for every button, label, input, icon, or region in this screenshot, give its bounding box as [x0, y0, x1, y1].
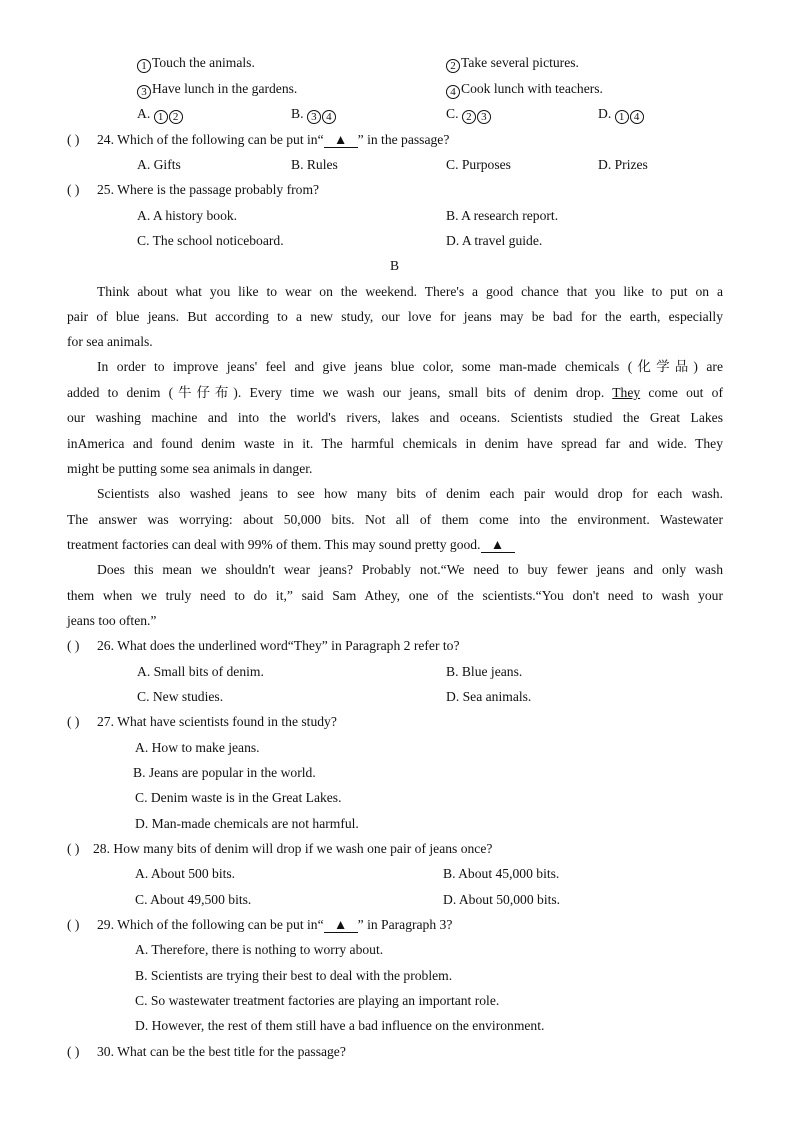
- q23-option-a: A. 1 2: [137, 105, 184, 124]
- passage-line: our washing machine and into the world's rivers, lakes and oceans. Scientists studied the Great Lakes: [67, 410, 723, 425]
- q23-statement-3: 3 Have lunch in the gardens.: [137, 80, 297, 99]
- q23-statement-2: 2 Take several pictures.: [446, 54, 579, 73]
- q28-option-c: C. About 49,500 bits.: [135, 892, 252, 907]
- passage-line: added to denim (牛仔布). Every time we wash our jeans, small bits of denim drop. They come out of: [67, 385, 724, 400]
- passage-line: In order to improve jeans' feel and give jeans blue color, some man-made chemicals (化学品) are: [97, 359, 723, 374]
- passage-line: treatment factories can deal with 99% of them. This may sound pretty good. ▲: [67, 536, 515, 554]
- q26-option-b: B. Blue jeans.: [446, 664, 523, 679]
- question-27: ( ) 27. What have scientists found in the study?: [67, 714, 337, 729]
- q23-statement-4: 4 Cook lunch with teachers.: [446, 80, 603, 99]
- section-heading: B: [390, 258, 400, 273]
- q23-option-d: D. 1 4: [598, 105, 645, 124]
- question-24: ( ) 24. Which of the following can be put in“ ▲ ” in the passage?: [67, 132, 450, 147]
- q27-option-c: C. Denim waste is in the Great Lakes.: [135, 790, 342, 805]
- q24-option-b: B. Rules: [291, 157, 338, 172]
- q26-option-a: A. Small bits of denim.: [137, 664, 264, 679]
- underlined-word-they: They: [612, 385, 641, 400]
- q25-option-b: B. A research report.: [446, 208, 559, 223]
- q24-option-a: A. Gifts: [137, 157, 181, 172]
- q25-option-c: C. The school noticeboard.: [137, 233, 284, 248]
- q26-option-d: D. Sea animals.: [446, 689, 532, 704]
- passage-line: for sea animals.: [67, 334, 153, 349]
- q29-option-d: D. However, the rest of them still have a bad influence on the environment.: [135, 1018, 545, 1033]
- question-25: ( ) 25. Where is the passage probably from?: [67, 182, 320, 197]
- q28-option-d: D. About 50,000 bits.: [443, 892, 561, 907]
- q28-option-b: B. About 45,000 bits.: [443, 866, 560, 881]
- q28-option-a: A. About 500 bits.: [135, 866, 236, 881]
- q29-option-c: C. So wastewater treatment factories are playing an important role.: [135, 993, 500, 1008]
- passage-line: might be putting some sea animals in danger.: [67, 461, 313, 476]
- q23-option-c: C. 2 3: [446, 105, 492, 124]
- q29-option-b: B. Scientists are trying their best to deal with the problem.: [135, 968, 453, 983]
- q27-option-d: D. Man-made chemicals are not harmful.: [135, 816, 359, 831]
- q27-option-a: A. How to make jeans.: [135, 740, 260, 755]
- passage-line: inAmerica and found denim waste in it. The harmful chemicals in denim have spread far and wide. They: [67, 436, 723, 451]
- q27-option-b: B. Jeans are popular in the world.: [133, 765, 316, 780]
- q26-option-c: C. New studies.: [137, 689, 224, 704]
- passage-line: Scientists also washed jeans to see how many bits of denim each pair would drop for each wash.: [97, 486, 723, 501]
- q23-option-b: B. 3 4: [291, 105, 337, 124]
- question-28: ( ) 28. How many bits of denim will drop if we wash one pair of jeans once?: [67, 841, 493, 856]
- q25-option-a: A. A history book.: [137, 208, 238, 223]
- q29-option-a: A. Therefore, there is nothing to worry about.: [135, 942, 384, 957]
- q24-option-d: D. Prizes: [598, 157, 648, 172]
- q23-statement-1: 1 Touch the animals.: [137, 54, 255, 73]
- question-29: ( ) 29. Which of the following can be put in“ ▲ ” in Paragraph 3?: [67, 917, 453, 932]
- blank-marker: ▲: [481, 538, 515, 553]
- passage-line: The answer was worrying: about 50,000 bits. Not all of them come into the environment. Wastewater: [67, 512, 723, 527]
- passage-line: jeans too often.”: [67, 613, 157, 628]
- passage-line: Does this mean we shouldn't wear jeans? Probably not.“We need to buy fewer jeans and only wash: [97, 562, 723, 577]
- passage-line: Think about what you like to wear on the weekend. There's a good chance that you like to put on a: [97, 284, 723, 299]
- q24-option-c: C. Purposes: [446, 157, 511, 172]
- passage-line: pair of blue jeans. But according to a new study, our love for jeans may be bad for the earth, especially: [67, 309, 723, 324]
- passage-line: them when we truly need to do it,” said Sam Athey, one of the scientists.“You don't need to wash your: [67, 588, 723, 603]
- q25-option-d: D. A travel guide.: [446, 233, 543, 248]
- question-26: ( ) 26. What does the underlined word“They” in Paragraph 2 refer to?: [67, 638, 460, 653]
- question-30: ( ) 30. What can be the best title for the passage?: [67, 1044, 346, 1059]
